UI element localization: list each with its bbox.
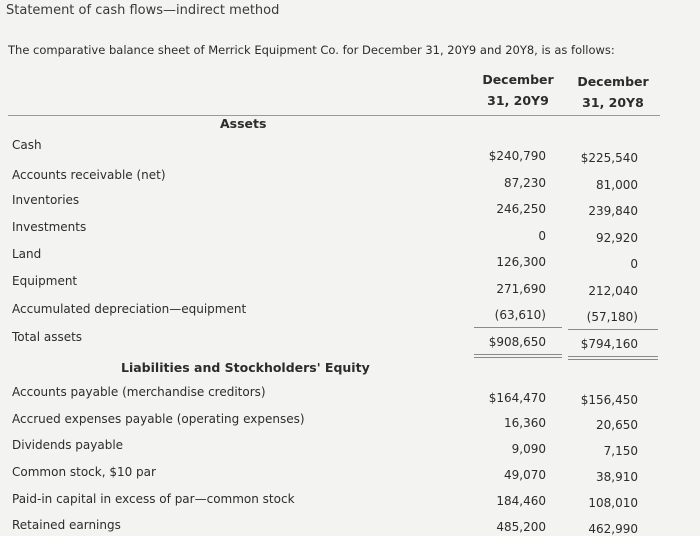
value-20y8: $225,540	[580, 151, 638, 165]
assets-heading: Assets	[220, 116, 267, 131]
value-20y9: 184,460	[496, 494, 546, 508]
total-double-rule-20y8	[568, 356, 658, 360]
value-20y8: 7,150	[603, 444, 638, 458]
row-label: Accumulated depreciation—equipment	[12, 302, 247, 316]
value-20y8: (57,180)	[586, 310, 638, 324]
row-label: Accrued expenses payable (operating expenses)	[12, 412, 305, 426]
value-20y8: 212,040	[588, 284, 638, 298]
value-20y9: 87,230	[504, 176, 546, 190]
row-label: Cash	[12, 138, 42, 152]
total-double-rule-20y9	[474, 354, 562, 358]
value-20y8: 38,910	[596, 470, 638, 484]
value-20y8: 462,990	[588, 522, 638, 536]
value-20y8: 81,000	[596, 178, 638, 192]
row-label: Total assets	[12, 330, 83, 344]
value-20y9: 49,070	[504, 468, 546, 482]
row-label: Accounts receivable (net)	[12, 168, 166, 182]
intro-text: The comparative balance sheet of Merrick Equipment Co. for December 31, 20Y9 and 20Y8, is as follows:	[8, 43, 615, 57]
column-header-20y8-line2: 31, 20Y8	[582, 95, 644, 110]
value-20y8: 0	[630, 257, 638, 271]
column-header-20y9-line2: 31, 20Y9	[487, 93, 549, 108]
total-assets-20y8: $794,160	[580, 337, 638, 351]
value-20y9: 0	[538, 229, 546, 243]
value-20y9: 126,300	[496, 255, 546, 269]
value-20y9: 485,200	[496, 520, 546, 534]
row-label: Equipment	[12, 274, 78, 288]
value-20y8: 239,840	[588, 204, 638, 218]
column-header-20y8	[567, 71, 659, 113]
row-label: Investments	[12, 220, 87, 234]
column-header-20y9-line1: December	[482, 72, 554, 87]
value-20y8: 108,010	[588, 496, 638, 510]
value-20y8: 92,920	[596, 231, 638, 245]
value-20y9: 246,250	[496, 202, 546, 216]
value-20y9: 16,360	[504, 416, 546, 430]
total-assets-20y9: $908,650	[488, 335, 546, 349]
row-label: Dividends payable	[12, 438, 124, 452]
value-20y9: 271,690	[496, 282, 546, 296]
value-20y8: 20,650	[596, 418, 638, 432]
header-rule	[8, 115, 660, 116]
row-label: Land	[12, 247, 42, 261]
row-label: Paid-in capital in excess of par—common stock	[12, 492, 295, 506]
row-label: Retained earnings	[12, 518, 121, 532]
column-header-20y8-line1: December	[577, 74, 649, 89]
liabilities-heading: Liabilities and Stockholders' Equity	[121, 360, 370, 375]
value-20y8: $156,450	[580, 393, 638, 407]
value-20y9: 9,090	[511, 442, 546, 456]
value-20y9: $164,470	[488, 391, 546, 405]
column-header-20y9	[474, 69, 562, 111]
row-label: Common stock, $10 par	[12, 465, 156, 479]
value-20y9: (63,610)	[494, 308, 546, 322]
subtotal-rule-20y8	[568, 329, 658, 330]
page-title: Statement of cash flows—indirect method	[6, 3, 280, 18]
row-label: Inventories	[12, 193, 80, 207]
value-20y9: $240,790	[488, 149, 546, 163]
row-label: Accounts payable (merchandise creditors)	[12, 385, 266, 399]
subtotal-rule-20y9	[474, 327, 562, 328]
